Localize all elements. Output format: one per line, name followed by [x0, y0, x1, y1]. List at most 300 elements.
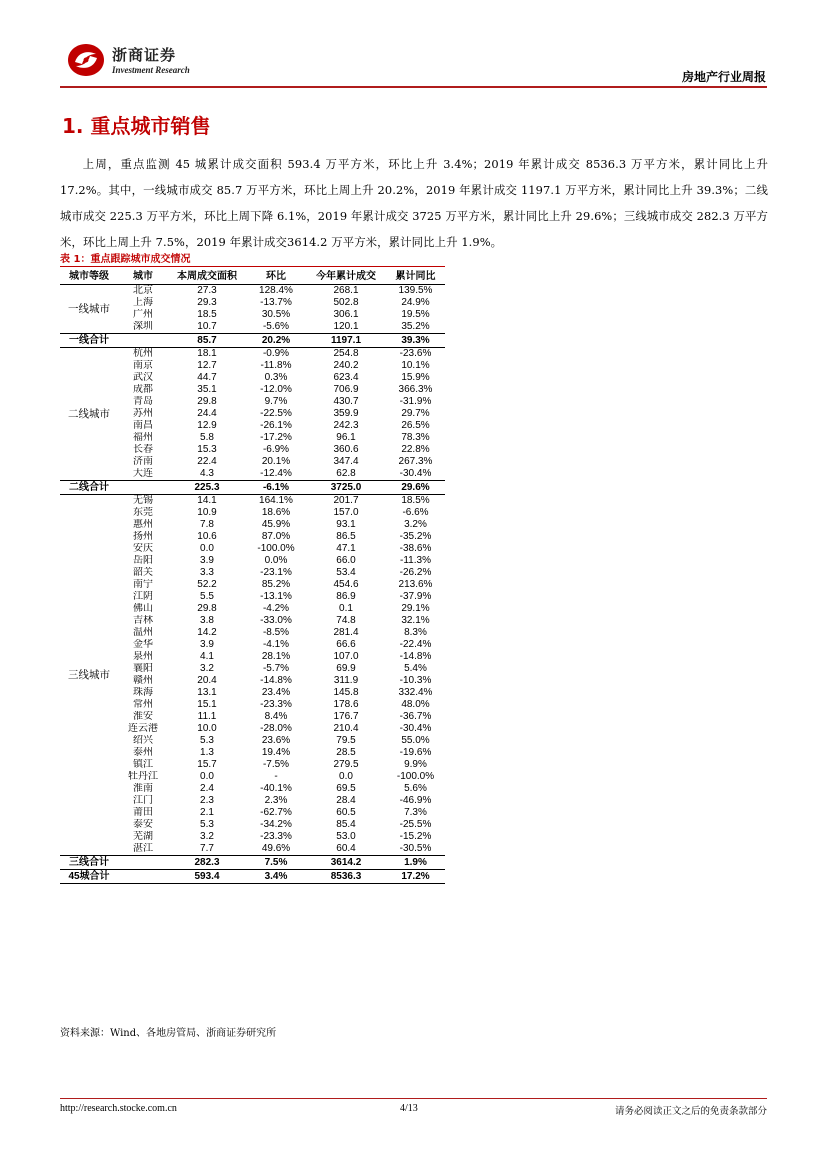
table-row [60, 795, 445, 807]
ytd-yoy-cell: 29.7% [401, 408, 430, 419]
table-row [60, 603, 445, 615]
city-cell: 大连 [133, 468, 153, 479]
table-row [60, 675, 445, 687]
header-cell: 今年累计成交 [306, 270, 386, 285]
city-cell: 武汉 [133, 372, 153, 383]
wow-change-cell: -4.2% [262, 603, 290, 614]
table-row [60, 360, 445, 372]
weekly-area-cell: 18.1 [197, 348, 217, 359]
weekly-area-cell: 12.9 [197, 420, 217, 431]
table-row [60, 783, 445, 795]
ytd-yoy-cell: -31.9% [399, 396, 432, 407]
wow-change-cell: -0.9% [262, 348, 290, 359]
ytd-area-cell: 69.9 [336, 663, 356, 674]
table-row [60, 747, 445, 759]
ytd-yoy-cell: 213.6% [398, 579, 433, 590]
footer-url[interactable]: http://research.stocke.com.cn [60, 1103, 177, 1114]
subtotal-row [60, 856, 445, 870]
ytd-yoy-cell: 5.4% [404, 663, 427, 674]
ytd-yoy-cell: 24.9% [401, 297, 430, 308]
ytd-area-cell: 279.5 [333, 759, 359, 770]
weekly-area-cell: 22.4 [197, 456, 217, 467]
city-cell: 青岛 [133, 396, 153, 407]
weekly-area-cell: 44.7 [197, 372, 217, 383]
wow-change-cell: -17.2% [260, 432, 292, 443]
table-row [60, 687, 445, 699]
ytd-area-cell: 454.6 [333, 579, 359, 590]
table-row [60, 699, 445, 711]
wow-change-cell: -23.1% [260, 567, 292, 578]
ytd-area-cell: 359.9 [333, 408, 359, 419]
wow-change-cell: -40.1% [260, 783, 292, 794]
ytd-area-cell: 79.5 [336, 735, 356, 746]
table-row [60, 723, 445, 735]
city-cell: 江门 [133, 795, 153, 806]
table-row [60, 432, 445, 444]
table-row [60, 759, 445, 771]
city-cell: 莆田 [133, 807, 153, 818]
ytd-area-cell: 157.0 [333, 507, 359, 518]
city-cell: 无锡 [133, 495, 153, 506]
city-cell: 东莞 [133, 507, 153, 518]
table-row [60, 567, 445, 579]
ytd-yoy-cell: 9.9% [404, 759, 427, 770]
wow-change-cell: -4.1% [262, 639, 290, 650]
ytd-yoy-cell: -11.3% [400, 555, 431, 566]
city-cell: 湛江 [133, 843, 153, 854]
ytd-area-cell: 210.4 [333, 723, 359, 734]
table-row [60, 663, 445, 675]
spacer-cell [118, 870, 168, 884]
weekly-area-cell: 10.7 [197, 321, 217, 332]
ytd-area-cell: 8536.3 [306, 870, 386, 884]
city-cell: 惠州 [133, 519, 153, 530]
ytd-yoy-cell: 29.6% [386, 481, 445, 495]
ytd-yoy-cell: -37.9% [399, 591, 432, 602]
table-row [60, 444, 445, 456]
wow-change-cell: 87.0% [261, 531, 291, 542]
wow-change-cell: -22.5% [260, 408, 292, 419]
ytd-area-cell: 53.4 [336, 567, 356, 578]
city-cell: 牡丹江 [128, 771, 158, 782]
city-cell: 扬州 [133, 531, 153, 542]
city-cell: 南昌 [133, 420, 153, 431]
weekly-area-cell: 20.4 [197, 675, 217, 686]
ytd-yoy-cell: 17.2% [386, 870, 445, 884]
city-cell: 常州 [133, 699, 153, 710]
weekly-area-cell: 15.1 [197, 699, 217, 710]
city-cell: 绍兴 [133, 735, 153, 746]
city-cell: 泰州 [133, 747, 153, 758]
city-cell: 成都 [133, 384, 153, 395]
subtotal-row [60, 481, 445, 495]
wow-change-cell: - [274, 771, 278, 782]
wow-change-cell: -33.0% [260, 615, 292, 626]
ytd-area-cell: 66.0 [336, 555, 356, 566]
wow-change-cell: -6.1% [246, 481, 306, 495]
ytd-yoy-cell: 1.9% [386, 856, 445, 870]
city-cell: 南宁 [133, 579, 153, 590]
wow-change-cell: -100.0% [257, 543, 295, 554]
table-row [60, 579, 445, 591]
ytd-area-cell: 1197.1 [306, 334, 386, 348]
city-cell: 芜湖 [133, 831, 153, 842]
table-row [60, 285, 445, 298]
table-row [60, 591, 445, 603]
city-cell: 泉州 [133, 651, 153, 662]
footer-disclaimer: 请务必阅读正文之后的免责条款部分 [614, 1106, 767, 1117]
wow-change-cell: 0.0% [264, 555, 288, 566]
wow-change-cell: 20.2% [246, 334, 306, 348]
table-row [60, 639, 445, 651]
ytd-yoy-cell: 267.3% [398, 456, 433, 467]
ytd-yoy-cell: -46.9% [399, 795, 432, 806]
table-row [60, 711, 445, 723]
ytd-yoy-cell: -30.4% [399, 723, 432, 734]
wow-change-cell: -8.5% [262, 627, 290, 638]
table-row [60, 348, 445, 361]
weekly-area-cell: 0.0 [200, 543, 214, 554]
city-cell: 吉林 [133, 615, 153, 626]
table-row [60, 771, 445, 783]
ytd-yoy-cell: -38.6% [399, 543, 432, 554]
table-row [60, 531, 445, 543]
table-row [60, 831, 445, 843]
weekly-area-cell: 4.1 [200, 651, 214, 662]
city-cell: 江阴 [133, 591, 153, 602]
ytd-area-cell: 0.0 [339, 771, 353, 782]
subtotal-row [60, 334, 445, 348]
city-cell: 连云港 [128, 723, 158, 734]
city-cell: 淮南 [133, 783, 153, 794]
weekly-area-cell: 10.9 [197, 507, 217, 518]
ytd-yoy-cell: 10.1% [401, 360, 430, 371]
table-row [60, 321, 445, 334]
ytd-yoy-cell: -30.4% [399, 468, 432, 479]
table-row [60, 615, 445, 627]
wow-change-cell: 7.5% [246, 856, 306, 870]
weekly-area-cell: 11.1 [197, 711, 217, 722]
weekly-area-cell: 52.2 [197, 579, 217, 590]
wow-change-cell: 2.3% [264, 795, 288, 806]
spacer-cell [118, 334, 168, 348]
wow-change-cell: -5.6% [262, 321, 290, 332]
wow-change-cell: -23.3% [260, 831, 292, 842]
weekly-area-cell: 10.0 [197, 723, 217, 734]
wow-change-cell: 23.6% [261, 735, 291, 746]
wow-change-cell: 18.6% [261, 507, 291, 518]
table-row [60, 843, 445, 856]
weekly-area-cell: 4.3 [200, 468, 214, 479]
wow-change-cell: -23.3% [260, 699, 292, 710]
wow-change-cell: -34.2% [260, 819, 292, 830]
table-row [60, 651, 445, 663]
city-cell: 珠海 [133, 687, 153, 698]
wow-change-cell: -12.4% [260, 468, 292, 479]
zheshang-logo [66, 42, 106, 78]
ytd-area-cell: 242.3 [333, 420, 359, 431]
spacer-cell [118, 481, 168, 495]
weekly-area-cell: 18.5 [197, 309, 217, 320]
ytd-yoy-cell: -19.6% [399, 747, 432, 758]
weekly-area-cell: 10.6 [197, 531, 217, 542]
ytd-area-cell: 0.1 [339, 603, 353, 614]
weekly-area-cell: 24.4 [197, 408, 217, 419]
weekly-area-cell: 15.7 [197, 759, 217, 770]
ytd-area-cell: 623.4 [333, 372, 359, 383]
city-cell: 南京 [133, 360, 153, 371]
weekly-area-cell: 2.1 [200, 807, 214, 818]
footer-divider [60, 1098, 767, 1099]
city-cell: 济南 [133, 456, 153, 467]
ytd-area-cell: 430.7 [333, 396, 359, 407]
wow-change-cell: 49.6% [261, 843, 291, 854]
weekly-area-cell: 5.3 [200, 819, 214, 830]
ytd-area-cell: 53.0 [336, 831, 356, 842]
tier-cell: 二线城市 [68, 408, 110, 420]
weekly-area-cell: 27.3 [197, 285, 217, 296]
summary-paragraph [60, 151, 768, 255]
table-row [60, 807, 445, 819]
ytd-yoy-cell: 39.3% [386, 334, 445, 348]
wow-change-cell: -12.0% [260, 384, 292, 395]
ytd-area-cell: 145.8 [333, 687, 359, 698]
weekly-area-cell: 5.3 [200, 735, 214, 746]
wow-change-cell: 45.9% [261, 519, 291, 530]
table-row [60, 372, 445, 384]
table-header-row [60, 270, 445, 285]
table-row [60, 420, 445, 432]
ytd-yoy-cell: 29.1% [401, 603, 430, 614]
wow-change-cell: 28.1% [261, 651, 291, 662]
city-cell: 杭州 [133, 348, 153, 359]
table-row [60, 396, 445, 408]
ytd-yoy-cell: 48.0% [401, 699, 430, 710]
ytd-area-cell: 74.8 [336, 615, 356, 626]
summary-text: 上周，重点监测 45 城累计成交面积 593.4 万平方米，环比上升 3.4%；2019 年累计成交 8536.3 万平方米，累计同比上升 17.2%。其中，一线城市成交 85.7 万平方米，环比上周上升 20.2%，2019 年累计成交 1197.1 万平方米，累计同比上升 39.3%；二线城市成交 225.3 万平方米，环比上周下降 6.1%，2019 年累计成交 3725 万平方米，累计同比上升 29.6%；三线城市成交 282.3 万平方米，环比上周上升 7.5%，2019 年累计成交3614.2 万平方米，累计同比上升 1.9%。 [60, 157, 768, 249]
wow-change-cell: 30.5% [261, 309, 291, 320]
table-row [60, 543, 445, 555]
ytd-yoy-cell: -26.2% [399, 567, 432, 578]
city-sales-table [60, 270, 445, 884]
wow-change-cell: -26.1% [260, 420, 292, 431]
ytd-yoy-cell: 332.4% [398, 687, 433, 698]
table-row [60, 507, 445, 519]
wow-change-cell: 164.1% [259, 495, 293, 506]
wow-change-cell: -13.1% [260, 591, 292, 602]
weekly-area-cell: 593.4 [168, 870, 246, 884]
city-cell: 深圳 [133, 321, 153, 332]
ytd-area-cell: 28.5 [336, 747, 356, 758]
ytd-yoy-cell: 139.5% [398, 285, 433, 296]
tier-cell: 三线城市 [68, 669, 110, 681]
table-row [60, 468, 445, 481]
ytd-yoy-cell: 32.1% [401, 615, 430, 626]
ytd-yoy-cell: 35.2% [401, 321, 430, 332]
city-cell: 岳阳 [133, 555, 153, 566]
weekly-area-cell: 1.3 [200, 747, 214, 758]
brand-name: 浙商证券 [112, 46, 177, 64]
city-cell: 福州 [133, 432, 153, 443]
wow-change-cell: 9.7% [264, 396, 288, 407]
weekly-area-cell: 3.8 [200, 615, 214, 626]
weekly-area-cell: 29.8 [197, 603, 217, 614]
header-cell: 城市 [118, 270, 168, 285]
ytd-area-cell: 47.1 [336, 543, 356, 554]
total-label: 45城合计 [60, 870, 118, 884]
ytd-yoy-cell: -100.0% [396, 771, 435, 782]
ytd-yoy-cell: -35.2% [399, 531, 432, 542]
weekly-area-cell: 3.9 [200, 639, 214, 650]
ytd-area-cell: 201.7 [333, 495, 359, 506]
ytd-yoy-cell: -22.4% [399, 639, 432, 650]
ytd-yoy-cell: -25.5% [399, 819, 432, 830]
weekly-area-cell: 14.2 [197, 627, 217, 638]
header-cell: 本周成交面积 [168, 270, 246, 285]
weekly-area-cell: 3.2 [200, 831, 214, 842]
city-cell: 北京 [133, 285, 153, 296]
ytd-yoy-cell: -15.2% [399, 831, 432, 842]
table-row [60, 627, 445, 639]
ytd-area-cell: 311.9 [333, 675, 359, 686]
weekly-area-cell: 13.1 [197, 687, 217, 698]
ytd-area-cell: 86.9 [336, 591, 356, 602]
ytd-area-cell: 93.1 [336, 519, 356, 530]
weekly-area-cell: 2.4 [200, 783, 214, 794]
ytd-yoy-cell: 15.9% [401, 372, 430, 383]
ytd-area-cell: 178.6 [333, 699, 359, 710]
table-row [60, 735, 445, 747]
wow-change-cell: 23.4% [261, 687, 291, 698]
ytd-area-cell: 107.0 [333, 651, 359, 662]
spacer-cell [118, 856, 168, 870]
city-cell: 长春 [133, 444, 153, 455]
weekly-area-cell: 35.1 [197, 384, 217, 395]
city-cell: 镇江 [133, 759, 153, 770]
header-cell: 累计同比 [386, 270, 445, 285]
weekly-area-cell: 5.5 [200, 591, 214, 602]
header-divider [60, 86, 767, 88]
section-title: 1. 重点城市销售 [62, 114, 211, 138]
wow-change-cell: -5.7% [262, 663, 290, 674]
ytd-area-cell: 268.1 [333, 285, 359, 296]
ytd-yoy-cell: 22.8% [401, 444, 430, 455]
ytd-yoy-cell: -30.5% [399, 843, 432, 854]
ytd-yoy-cell: 5.6% [404, 783, 427, 794]
weekly-area-cell: 3.9 [200, 555, 214, 566]
table-row [60, 384, 445, 396]
ytd-yoy-cell: 19.5% [401, 309, 430, 320]
ytd-yoy-cell: 78.3% [401, 432, 430, 443]
ytd-area-cell: 28.4 [336, 795, 356, 806]
ytd-yoy-cell: -10.3% [399, 675, 432, 686]
city-cell: 广州 [133, 309, 153, 320]
wow-change-cell: 19.4% [261, 747, 291, 758]
header-cell: 城市等级 [60, 270, 118, 285]
weekly-area-cell: 7.7 [200, 843, 214, 854]
weekly-area-cell: 2.3 [200, 795, 214, 806]
brand-english: Investment Research [112, 65, 190, 75]
caption-divider [60, 266, 445, 267]
wow-change-cell: 85.2% [261, 579, 291, 590]
city-cell: 佛山 [133, 603, 153, 614]
ytd-area-cell: 62.8 [336, 468, 356, 479]
ytd-area-cell: 706.9 [333, 384, 359, 395]
weekly-area-cell: 29.8 [197, 396, 217, 407]
page-number: 4/13 [400, 1103, 418, 1114]
wow-change-cell: 8.4% [264, 711, 288, 722]
city-cell: 淮安 [133, 711, 153, 722]
city-cell: 苏州 [133, 408, 153, 419]
ytd-yoy-cell: 8.3% [404, 627, 427, 638]
city-cell: 赣州 [133, 675, 153, 686]
weekly-area-cell: 3.2 [200, 663, 214, 674]
wow-change-cell: -14.8% [260, 675, 292, 686]
ytd-area-cell: 60.4 [336, 843, 356, 854]
ytd-area-cell: 502.8 [333, 297, 359, 308]
city-cell: 襄阳 [133, 663, 153, 674]
ytd-yoy-cell: 3.2% [404, 519, 427, 530]
source-note: 资料来源：Wind、各地房管局、浙商证券研究所 [60, 1028, 277, 1039]
table-row [60, 495, 445, 508]
ytd-area-cell: 254.8 [333, 348, 359, 359]
weekly-area-cell: 0.0 [200, 771, 214, 782]
weekly-area-cell: 3.3 [200, 567, 214, 578]
ytd-area-cell: 60.5 [336, 807, 356, 818]
wow-change-cell: -6.9% [262, 444, 290, 455]
ytd-area-cell: 66.6 [336, 639, 356, 650]
subtotal-label: 三线合计 [60, 856, 118, 870]
ytd-area-cell: 120.1 [333, 321, 359, 332]
city-cell: 泰安 [133, 819, 153, 830]
ytd-area-cell: 86.5 [336, 531, 356, 542]
wow-change-cell: 128.4% [259, 285, 293, 296]
weekly-area-cell: 5.8 [200, 432, 214, 443]
weekly-area-cell: 225.3 [168, 481, 246, 495]
city-cell: 安庆 [133, 543, 153, 554]
subtotal-label: 二线合计 [60, 481, 118, 495]
ytd-yoy-cell: -6.6% [402, 507, 429, 518]
subtotal-label: 一线合计 [60, 334, 118, 348]
table-caption: 表 1：重点跟踪城市成交情况 [60, 254, 191, 265]
ytd-area-cell: 176.7 [333, 711, 359, 722]
ytd-area-cell: 360.6 [333, 444, 359, 455]
ytd-area-cell: 306.1 [333, 309, 359, 320]
weekly-area-cell: 12.7 [197, 360, 217, 371]
ytd-area-cell: 3725.0 [306, 481, 386, 495]
ytd-yoy-cell: 18.5% [401, 495, 430, 506]
ytd-area-cell: 96.1 [336, 432, 356, 443]
report-type: 房地产行业周报 [681, 70, 766, 84]
table-row [60, 297, 445, 309]
ytd-area-cell: 281.4 [333, 627, 359, 638]
table-row [60, 408, 445, 420]
city-cell: 金华 [133, 639, 153, 650]
total-row [60, 870, 445, 884]
ytd-area-cell: 85.4 [336, 819, 356, 830]
wow-change-cell: 3.4% [246, 870, 306, 884]
table-row [60, 555, 445, 567]
ytd-area-cell: 347.4 [333, 456, 359, 467]
weekly-area-cell: 14.1 [197, 495, 217, 506]
wow-change-cell: -28.0% [260, 723, 292, 734]
table-row [60, 519, 445, 531]
table-row [60, 456, 445, 468]
city-cell: 上海 [133, 297, 153, 308]
header-cell: 环比 [246, 270, 306, 285]
wow-change-cell: 0.3% [264, 372, 288, 383]
wow-change-cell: -13.7% [260, 297, 292, 308]
